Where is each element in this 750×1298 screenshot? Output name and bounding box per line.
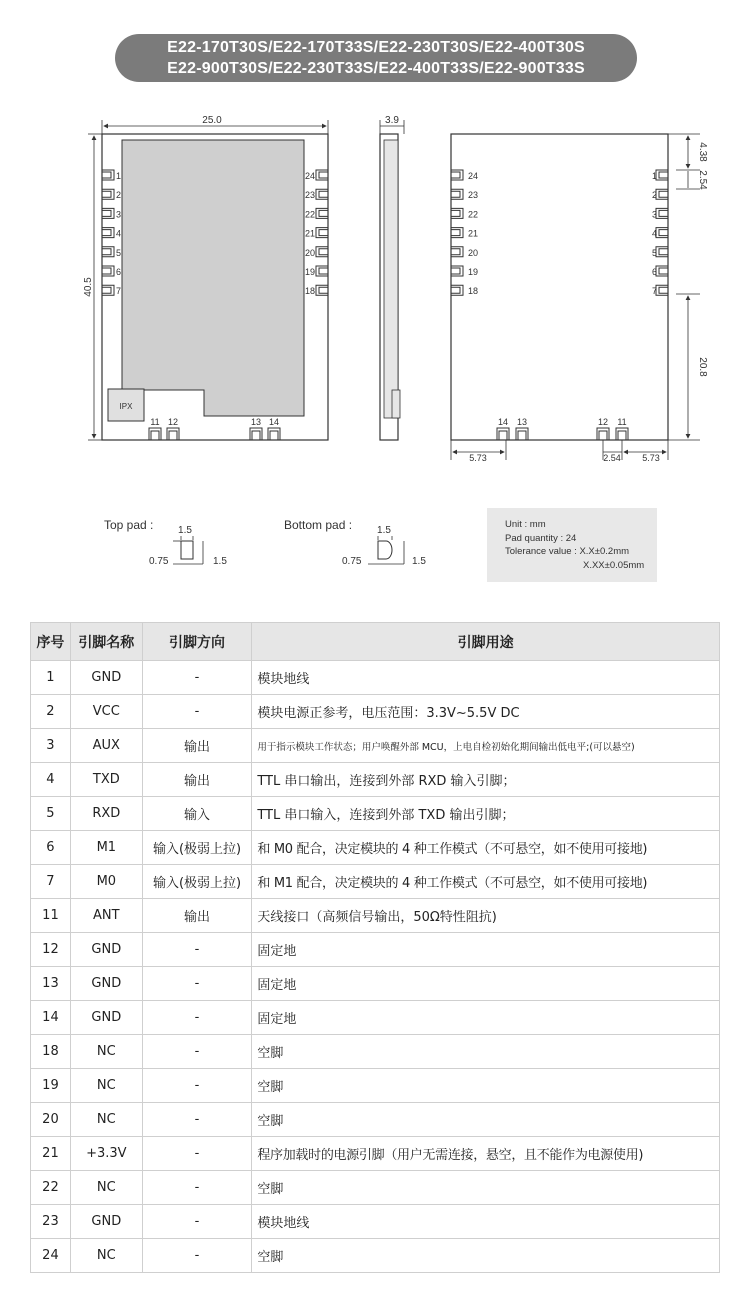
table-row: [31, 661, 720, 695]
pin-index-cell: 14: [31, 1001, 71, 1035]
pin-direction-cell: 输出: [142, 729, 252, 763]
table-row: [31, 967, 720, 1001]
pad-quantity-text: Pad quantity : 24: [505, 532, 577, 544]
header-pin-name: 引脚名称: [70, 623, 142, 661]
pin-name-cell: VCC: [70, 695, 142, 729]
pin-name-cell: NC: [70, 1239, 142, 1273]
pin-table-body: [31, 661, 720, 1273]
back-left-pin-label: 18: [468, 286, 479, 297]
header-pin-direction: 引脚方向: [142, 623, 252, 661]
back-bottom-pin-label: 14: [497, 417, 509, 427]
pin-index-cell: 18: [31, 1035, 71, 1069]
pin-usage-cell: 天线接口（高频信号输出，50Ω特性阻抗): [252, 899, 720, 933]
top-pad-label: Top pad :: [104, 518, 154, 532]
front-right-pin-label: 22: [304, 209, 315, 220]
pin-name-cell: NC: [70, 1069, 142, 1103]
pin-index-cell: 12: [31, 933, 71, 967]
bottom-pad-dim-gap: 0.75: [342, 556, 362, 567]
pin-index-cell: 1: [31, 661, 71, 695]
dim-height: 40.5: [83, 277, 94, 297]
pin-usage-cell: 固定地: [252, 933, 720, 967]
pin-name-cell: NC: [70, 1171, 142, 1205]
table-row: [31, 933, 720, 967]
pin-usage-cell: 空脚: [252, 1103, 720, 1137]
front-left-pin-label: 7: [116, 286, 122, 297]
tolerance-text-2: X.XX±0.05mm: [583, 559, 645, 571]
pin-usage-cell: 和 M1 配合，决定模块的 4 种工作模式（不可悬空，如不使用可接地): [252, 865, 720, 899]
pin-index-cell: 24: [31, 1239, 71, 1273]
pin-usage-cell: 和 M0 配合，决定模块的 4 种工作模式（不可悬空，如不使用可接地): [252, 831, 720, 865]
front-right-pin-label: 21: [304, 228, 315, 239]
front-left-pin-label: 2: [116, 190, 122, 201]
pin-direction-cell: -: [142, 1239, 252, 1273]
back-right-pin-label: 1: [651, 171, 657, 181]
back-left-pin-label: 22: [468, 209, 479, 220]
table-row: [31, 1205, 720, 1239]
pin-direction-cell: -: [142, 1069, 252, 1103]
ipx-label: IPX: [119, 402, 133, 411]
front-left-pin-label: 3: [116, 209, 122, 220]
table-row: [31, 695, 720, 729]
table-row: [31, 1035, 720, 1069]
pin-usage-cell: 程序加载时的电源引脚（用户无需连接，悬空，且不能作为电源使用): [252, 1137, 720, 1171]
pin-usage-cell: 模块地线: [252, 661, 720, 695]
front-right-pin-label: 23: [304, 190, 315, 201]
pin-direction-cell: 输入(极弱上拉): [142, 831, 252, 865]
front-left-pin-label: 4: [116, 228, 122, 239]
shield-can: [119, 140, 304, 416]
pin-index-cell: 13: [31, 967, 71, 1001]
table-row: [31, 1239, 720, 1273]
pin-name-cell: +3.3V: [70, 1137, 142, 1171]
pin-usage-cell: 空脚: [252, 1239, 720, 1273]
dim-bottom-left: 5.73: [469, 453, 487, 463]
table-row: [31, 763, 720, 797]
front-right-pin-label: 18: [304, 286, 315, 297]
dim-bottom-right: 5.73: [642, 453, 660, 463]
back-right-pin-label: 2: [651, 190, 657, 201]
dim-bottom-pitch: 2.54: [603, 453, 621, 463]
pin-usage-cell: 固定地: [252, 967, 720, 1001]
front-right-pin-label: 19: [304, 267, 315, 277]
back-view: [451, 134, 708, 463]
back-right-pin-label: 4: [651, 228, 657, 239]
pin-index-cell: 7: [31, 865, 71, 899]
top-pad-dim-gap: 0.75: [149, 556, 169, 567]
pin-index-cell: 11: [31, 899, 71, 933]
mechanical-drawing: [0, 100, 750, 500]
pin-direction-cell: 输出: [142, 763, 252, 797]
side-view: [380, 115, 404, 440]
pin-usage-cell: 模块电源正参考，电压范围：3.3V~5.5V DC: [252, 695, 720, 729]
pin-direction-cell: -: [142, 1205, 252, 1239]
pin-index-cell: 21: [31, 1137, 71, 1171]
front-bottom-pin-label: 14: [268, 417, 280, 427]
table-row: [31, 729, 720, 763]
pin-direction-cell: -: [142, 1001, 252, 1035]
pin-name-cell: GND: [70, 933, 142, 967]
pin-name-cell: NC: [70, 1035, 142, 1069]
pin-usage-cell: TTL 串口输入，连接到外部 TXD 输出引脚；: [252, 797, 720, 831]
front-bottom-pin-label: 13: [250, 417, 262, 427]
back-right-pin-label: 3: [651, 209, 657, 220]
back-left-pin-label: 20: [468, 247, 479, 258]
front-bottom-pin-label: 12: [167, 417, 179, 427]
table-row: [31, 1103, 720, 1137]
pin-index-cell: 19: [31, 1069, 71, 1103]
pin-name-cell: GND: [70, 1205, 142, 1239]
back-right-pin-label: 7: [651, 286, 657, 297]
table-header-row: [31, 623, 720, 661]
pin-direction-cell: -: [142, 1171, 252, 1205]
pin-direction-cell: 输出: [142, 899, 252, 933]
pin-usage-cell: TTL 串口输出，连接到外部 RXD 输入引脚；: [252, 763, 720, 797]
pin-index-cell: 3: [31, 729, 71, 763]
pin-direction-cell: -: [142, 1137, 252, 1171]
bottom-pad-dim-height: 1.5: [412, 556, 426, 567]
pin-direction-cell: 输入(极弱上拉): [142, 865, 252, 899]
bottom-pad-diagram: [340, 520, 440, 575]
pin-usage-cell: 空脚: [252, 1171, 720, 1205]
back-bottom-pin-label: 12: [597, 417, 609, 427]
pin-name-cell: NC: [70, 1103, 142, 1137]
pin-name-cell: ANT: [70, 899, 142, 933]
pin-usage-cell: 模块地线: [252, 1205, 720, 1239]
pin-index-cell: 20: [31, 1103, 71, 1137]
pin-index-cell: 4: [31, 763, 71, 797]
pin-direction-cell: -: [142, 661, 252, 695]
front-left-pin-label: 5: [116, 247, 122, 258]
table-row: [31, 797, 720, 831]
back-bottom-pin-label: 11: [617, 417, 627, 427]
pin-direction-cell: -: [142, 967, 252, 1001]
pin-name-cell: M0: [70, 865, 142, 899]
top-pad-dim-width: 1.5: [178, 525, 192, 536]
back-right-pin-label: 6: [651, 267, 657, 277]
table-row: [31, 1001, 720, 1035]
table-row: [31, 831, 720, 865]
spec-info-box: [487, 508, 657, 582]
tolerance-text: Tolerance value : X.X±0.2mm: [505, 546, 630, 557]
back-left-pin-label: 24: [468, 171, 479, 181]
pin-name-cell: GND: [70, 967, 142, 1001]
front-left-pin-label: 6: [116, 267, 122, 277]
top-pad-diagram: [145, 520, 245, 575]
bottom-pad-dim-width: 1.5: [377, 525, 391, 536]
pin-name-cell: RXD: [70, 797, 142, 831]
header-index: 序号: [31, 623, 71, 661]
pin-usage-cell: 空脚: [252, 1069, 720, 1103]
pin-name-cell: GND: [70, 1001, 142, 1035]
back-left-pin-label: 19: [468, 267, 479, 277]
back-bottom-pin-label: 13: [516, 417, 528, 427]
bottom-pad-label: Bottom pad :: [284, 518, 353, 532]
pin-name-cell: M1: [70, 831, 142, 865]
front-right-pin-label: 20: [304, 247, 315, 258]
front-left-pin-label: 1: [116, 171, 122, 181]
pin-direction-cell: 输入: [142, 797, 252, 831]
dim-width: 25.0: [202, 115, 222, 126]
back-left-pin-label: 21: [468, 228, 479, 239]
back-right-pin-label: 5: [651, 247, 657, 258]
pin-direction-cell: -: [142, 933, 252, 967]
pin-index-cell: 5: [31, 797, 71, 831]
pin-usage-cell: 空脚: [252, 1035, 720, 1069]
dim-side-pad-length: 20.8: [697, 357, 708, 377]
pin-direction-cell: -: [142, 1103, 252, 1137]
unit-text: Unit : mm: [505, 519, 546, 530]
pin-usage-cell: 用于指示模块工作状态；用户唤醒外部 MCU，上电自检初始化期间输出低电平;(可以悬空): [252, 729, 720, 763]
front-view: [83, 115, 328, 440]
pin-usage-cell: 固定地: [252, 1001, 720, 1035]
front-bottom-pin-label: 11: [150, 417, 160, 427]
model-title-line-2: E22-900T30S/E22-230T33S/E22-400T33S/E22-900T33S: [167, 60, 585, 77]
model-title-banner: [115, 34, 637, 82]
pin-direction-cell: -: [142, 695, 252, 729]
dim-pitch: 2.54: [697, 170, 708, 190]
front-right-pin-label: 24: [304, 171, 315, 181]
table-row: [31, 865, 720, 899]
dim-thickness: 3.9: [385, 115, 399, 126]
pin-direction-cell: -: [142, 1035, 252, 1069]
pin-definition-table: [30, 622, 720, 1273]
pin-index-cell: 6: [31, 831, 71, 865]
dim-top-offset: 4.38: [697, 142, 708, 162]
top-pad-dim-height: 1.5: [213, 556, 227, 567]
table-row: [31, 1069, 720, 1103]
pin-name-cell: GND: [70, 661, 142, 695]
back-left-pin-label: 23: [468, 190, 479, 201]
table-row: [31, 899, 720, 933]
header-pin-usage: 引脚用途: [252, 623, 720, 661]
pin-name-cell: TXD: [70, 763, 142, 797]
model-title-line-1: E22-170T30S/E22-170T33S/E22-230T30S/E22-400T30S: [167, 39, 585, 56]
pin-index-cell: 23: [31, 1205, 71, 1239]
pin-index-cell: 22: [31, 1171, 71, 1205]
pin-index-cell: 2: [31, 695, 71, 729]
table-row: [31, 1137, 720, 1171]
table-row: [31, 1171, 720, 1205]
pin-name-cell: AUX: [70, 729, 142, 763]
